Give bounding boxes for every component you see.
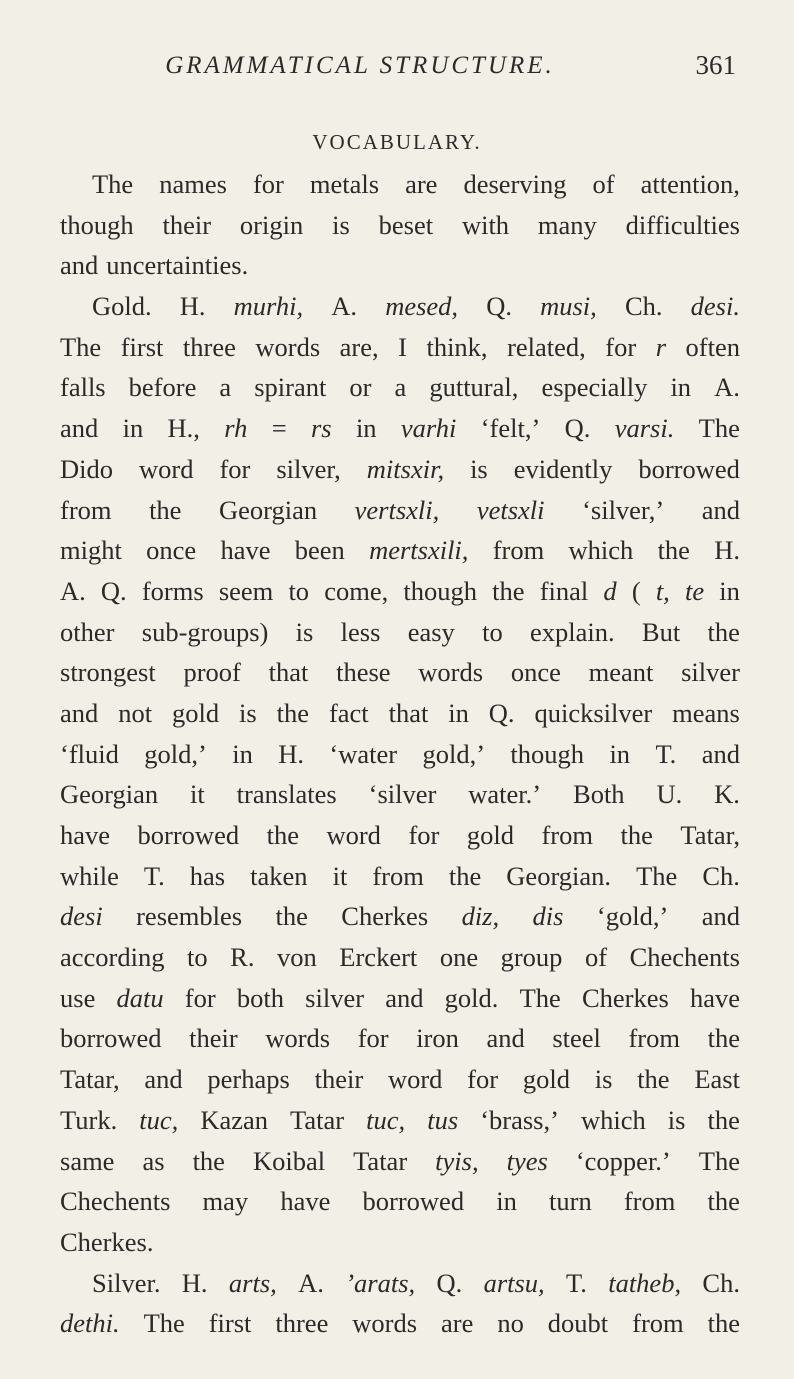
text-line: use datu for both silver and gold. The Cherkes have: [60, 982, 740, 1013]
text-line: Cherkes.: [60, 1226, 154, 1257]
text-line: borrowed their words for iron and steel from the: [60, 1023, 740, 1054]
text-line: Georgian it translates ‘silver water.’ Both U. K.: [60, 779, 740, 810]
text-line: though their origin is beset with many difficulties: [60, 209, 740, 240]
text-line: and in H., rh = rs in varhi ‘felt,’ Q. varsi. The: [60, 413, 740, 444]
text-line: other sub-groups) is less easy to explain. But the: [60, 616, 740, 647]
text-line: Dido word for silver, mitsxir, is evidently borrowed: [60, 453, 740, 484]
running-head: [0, 48, 794, 88]
page-number: 361: [695, 50, 736, 80]
text-line: Tatar, and perhaps their word for gold is the East: [60, 1064, 740, 1095]
text-line: same as the Koibal Tatar tyis, tyes ‘copper.’ The: [60, 1145, 740, 1176]
text-line: ‘fluid gold,’ in H. ‘water gold,’ though in T. and: [60, 738, 740, 769]
text-line: strongest proof that these words once meant silver: [60, 657, 740, 688]
section-heading: VOCABULARY.: [312, 130, 482, 154]
text-line: The first three words are, I think, related, for r often: [60, 331, 740, 362]
body-text: [60, 164, 740, 1344]
text-line: A. Q. forms seem to come, though the final d ( t, te in: [60, 575, 740, 606]
text-line: Chechents may have borrowed in turn from the: [60, 1186, 740, 1217]
text-line: The names for metals are deserving of attention,: [92, 169, 740, 199]
text-line: have borrowed the word for gold from the Tatar,: [60, 820, 740, 850]
text-line: while T. has taken it from the Georgian. The Ch.: [60, 860, 740, 891]
text-line: desi resembles the Cherkes diz, dis ‘gold,’ and: [60, 901, 740, 932]
text-line: dethi. The first three words are no doubt from the: [60, 1308, 740, 1339]
text-line: Turk. tuc, Kazan Tatar tuc, tus ‘brass,’ which is the: [60, 1104, 740, 1135]
text-line: according to R. von Erckert one group of Chechents: [60, 942, 740, 973]
running-title: GRAMMATICAL STRUCTURE.: [165, 52, 555, 79]
text-line: from the Georgian vertsxli, vetsxli ‘silver,’ and: [60, 494, 740, 525]
text-line: and uncertainties.: [60, 250, 249, 281]
text-line: and not gold is the fact that in Q. quicksilver means: [60, 697, 740, 728]
text-line: falls before a spirant or a guttural, especially in A.: [60, 372, 740, 403]
text-line: Gold. H. murhi, A. mesed, Q. musi, Ch. desi.: [92, 291, 740, 322]
text-line: might once have been mertsxili, from which the H.: [60, 535, 740, 566]
text-line: Silver. H. arts, A. ’arats, Q. artsu, T. tatheb, Ch.: [92, 1267, 740, 1298]
